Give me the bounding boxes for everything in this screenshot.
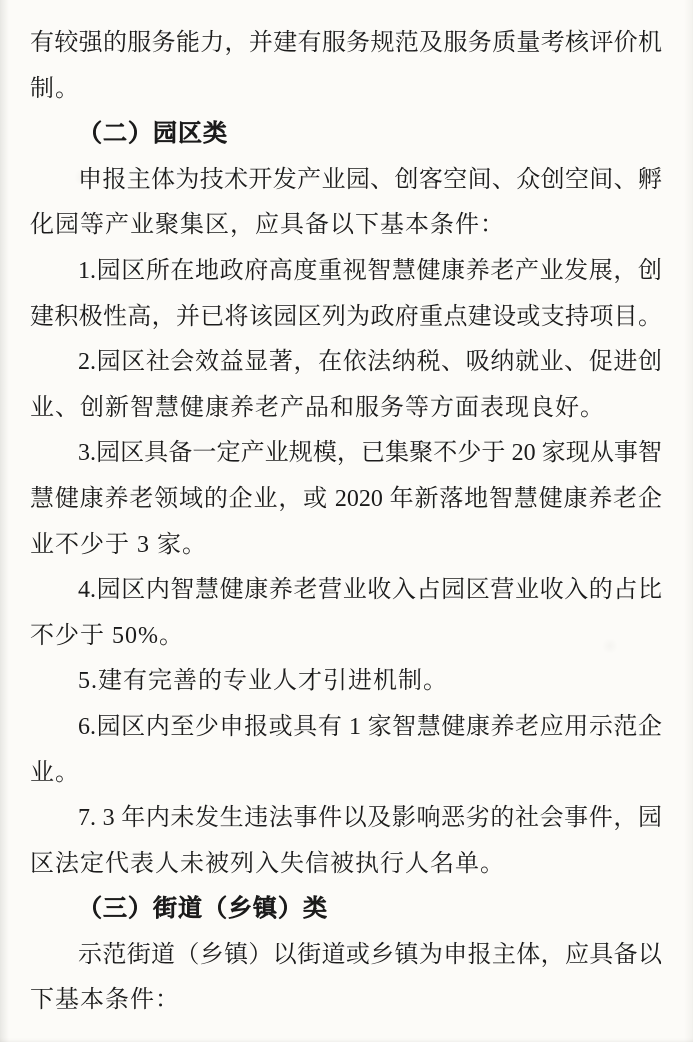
- section-heading: （二）园区类: [78, 121, 228, 148]
- text-line: 建积极性高，并已将该园区列为政府重点建设或支持项目。: [30, 303, 662, 330]
- text-line: 示范街道（乡镇）以街道或乡镇为申报主体，应具备以: [78, 941, 662, 968]
- text-line: 5.建有完善的专业人才引进机制。: [78, 668, 448, 695]
- text-line: 化园等产业聚集区，应具备以下基本条件：: [30, 212, 505, 239]
- section-heading: （三）街道（乡镇）类: [78, 896, 328, 923]
- text-line: 7. 3 年内未发生违法事件以及影响恶劣的社会事件，园: [78, 805, 662, 832]
- text-line: 业、创新智慧健康养老产品和服务等方面表现良好。: [30, 394, 605, 421]
- text-line: 4.园区内智慧健康养老营业收入占园区营业收入的占比: [78, 577, 662, 604]
- text-line: 申报主体为技术开发产业园、创客空间、众创空间、孵: [78, 166, 662, 193]
- text-line: 制。: [30, 75, 80, 102]
- text-line: 3.园区具备一定产业规模，已集聚不少于 20 家现从事智: [78, 440, 662, 467]
- text-line: 1.园区所在地政府高度重视智慧健康养老产业发展，创: [78, 257, 662, 284]
- text-line: 业。: [30, 759, 80, 786]
- text-line: 2.园区社会效益显著，在依法纳税、吸纳就业、促进创: [78, 349, 662, 376]
- text-line: 有较强的服务能力，并建有服务规范及服务质量考核评价机: [30, 30, 662, 56]
- text-line: 下基本条件：: [30, 987, 180, 1014]
- text-line: 不少于 50%。: [30, 622, 184, 649]
- text-line: 慧健康养老领域的企业，或 2020 年新落地智慧健康养老企: [30, 485, 662, 512]
- text-line: 业不少于 3 家。: [30, 531, 207, 558]
- text-line: 区法定代表人未被列入失信被执行人名单。: [30, 850, 505, 877]
- text-line: 6.园区内至少申报或具有 1 家智慧健康养老应用示范企: [78, 713, 662, 740]
